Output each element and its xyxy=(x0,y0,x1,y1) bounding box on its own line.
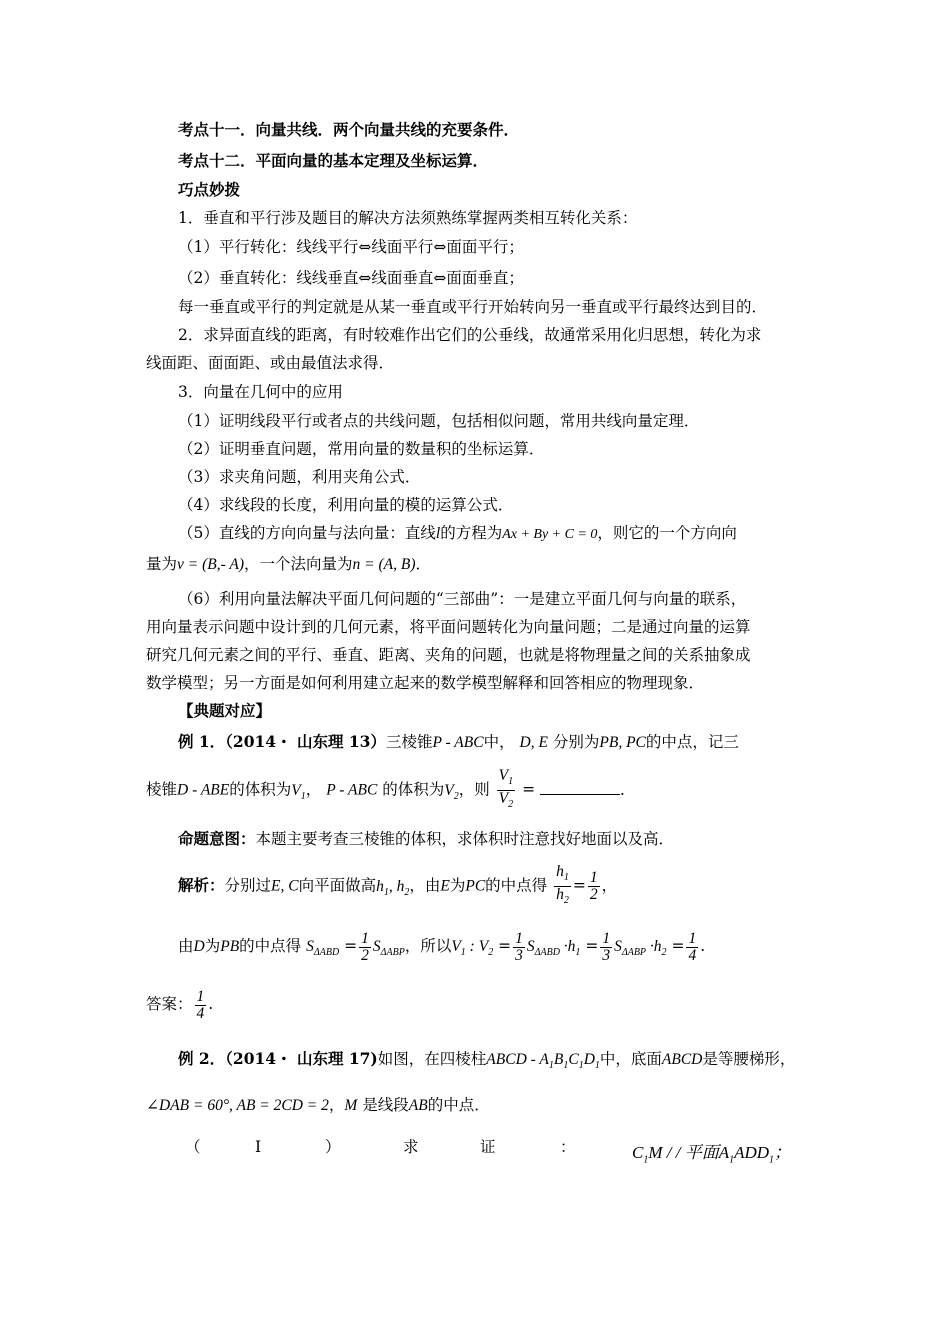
intent-text: 本题主要考查三棱锥的体积，求体积时注意找好地面以及高． xyxy=(255,830,675,848)
answer-fraction: $\frac{1}{4}$ xyxy=(196,987,205,1022)
text: 如图，在四棱柱 xyxy=(377,1050,487,1068)
q1-close: ） xyxy=(325,1138,341,1156)
text: 分别为 xyxy=(552,733,600,751)
text: 棱锥 xyxy=(146,780,178,799)
solution-label: 解析： xyxy=(178,875,225,895)
q1-numeral: Ⅰ xyxy=(255,1138,262,1156)
text: 的中点，记三 xyxy=(645,733,739,751)
heading-tips: 巧点妙拨 xyxy=(178,180,241,199)
math-conditions: ∠DAB = 60°, AB = 2CD = 2 xyxy=(146,1097,329,1114)
paragraph-3d: （4）求线段的长度，利用向量的模的运算公式． xyxy=(178,496,514,514)
solution-line-2: 由D为PB的中点得 $S_{\Delta ABD}$ = $\frac{1}{2}$ $S_{\Delta ABP}$，所以$V_1$ : $V_2$ = $\frac{1}{3}$ $S_{\Delta ABD} \cdot h_1$ = $\frac{1}{3}$ $S_{\Delta ABP} \cdot h_2$ = $\frac{1}{4}$ . xyxy=(178,929,706,964)
fraction-v1-v2: $\frac{V_1}{V_2}$ xyxy=(498,767,514,811)
text: 量为 xyxy=(146,555,178,573)
text: 的中点． xyxy=(427,1096,490,1114)
math-direction-vector: v = (B,- A) xyxy=(177,556,244,573)
fraction-h1-h2: $\frac{h_1}{h_2}$ xyxy=(556,863,569,907)
example-2-label: 例 2．（2014・ 山东理 17) xyxy=(178,1049,378,1068)
example-1-label: 例 1．（2014・ 山东理 13） xyxy=(178,732,386,751)
math: AB xyxy=(408,1097,428,1114)
text: ， xyxy=(601,876,618,895)
text: 三棱锥 xyxy=(385,733,433,751)
fraction-one-third: $\frac{1}{3}$ xyxy=(602,929,611,964)
example-1-line-1 xyxy=(178,731,739,754)
math-normal-vector: n = (A, B) xyxy=(352,556,416,573)
math: D, E xyxy=(519,734,548,751)
paragraph-3e xyxy=(178,522,737,546)
math: P - ABC xyxy=(326,781,378,799)
math-prism: ABCD - $A_1B_1C_1D_1$ xyxy=(486,1051,600,1072)
text: ，一个法向量为 xyxy=(244,555,353,573)
q1-qiu: 求 xyxy=(403,1138,419,1156)
text: 的中点得 xyxy=(239,937,302,955)
paragraph-4c: 研究几何元素之间的平行、垂直、距离、夹角的问题，也就是将物理量之间的关系抽象成 xyxy=(146,646,751,664)
text: 分别过 xyxy=(224,876,272,895)
math: E xyxy=(440,877,450,895)
equals: = xyxy=(522,780,536,799)
paragraph-2b: 线面距、面面距、或由最值法求得． xyxy=(146,354,395,372)
paragraph-2a: 2．求异面直线的距离，有时较难作出它们的公垂线，故通常采用化归思想，转化为求 xyxy=(178,326,762,344)
math: $V_1$ xyxy=(291,781,306,802)
text: 中，底面 xyxy=(599,1050,662,1068)
example-1-line-2 xyxy=(146,768,636,817)
solution-line-1: 解析：分别过E, C向平面做高$h_1$, $h_2$，由E为PC的中点得 $\frac{h_1}{h_2}$ = $\frac{1}{2}$ ， xyxy=(178,864,617,913)
q1-colon: ： xyxy=(560,1138,576,1156)
paragraph-4a: （6）利用向量法解决平面几何问题的“三部曲”：一是建立平面几何与向量的联系， xyxy=(178,590,747,608)
fraction-one-fourth: $\frac{1}{4}$ xyxy=(688,929,697,964)
paragraph-3: 3．向量在几何中的应用 xyxy=(178,383,343,401)
intent-label: 命题意图： xyxy=(178,829,256,848)
math-l: l xyxy=(435,525,441,542)
example-2-line-2 xyxy=(146,1094,490,1117)
answer-blank[interactable] xyxy=(540,780,620,795)
math-ratio: $V_1$ : $V_2$ xyxy=(451,938,494,959)
math: P - ABC xyxy=(432,734,484,751)
text: ， xyxy=(305,780,322,799)
fraction-one-half: $\frac{1}{2}$ xyxy=(361,929,369,964)
paragraph-1b: （2）垂直转化：线线垂直⇔线面垂直⇔面面垂直； xyxy=(178,269,524,287)
text: 的中点得 xyxy=(485,876,548,895)
math: PB xyxy=(220,938,240,955)
math: PC xyxy=(465,877,486,895)
text: ， xyxy=(328,1096,345,1114)
q1-open: （ xyxy=(185,1138,201,1156)
math: $S_{\Delta ABP} \cdot h_2$ xyxy=(614,938,667,959)
math-area-abp: $S_{\Delta ABP}$ xyxy=(372,938,405,959)
math: D - ABE xyxy=(177,781,230,799)
text: 是等腰梯形， xyxy=(702,1050,796,1068)
paragraph-3f xyxy=(146,553,431,576)
math: PB, PC xyxy=(599,734,646,751)
text: 向平面做高 xyxy=(298,876,377,895)
text: 为 xyxy=(449,876,466,895)
math-area-abd: $S_{\Delta ABD}$ xyxy=(306,938,340,959)
paragraph-3c: （3）求夹角问题，利用夹角公式． xyxy=(178,468,421,486)
text: 的体积为 xyxy=(382,780,445,799)
paragraph-3b: （2）证明垂直问题，常用向量的数量积的坐标运算． xyxy=(178,440,545,458)
paragraph-1c: 每一垂直或平行的判定就是从某一垂直或平行开始转向另一垂直或平行最终达到目的． xyxy=(178,298,768,316)
question-1-statement: $C_1M$ / / 平面$A_1ADD_1$； xyxy=(632,1143,792,1166)
answer-line: 答案： $\frac{1}{4}$ . xyxy=(146,987,214,1022)
math: D xyxy=(193,938,205,955)
fraction-one-third: $\frac{1}{3}$ xyxy=(515,929,523,964)
text: ，则它的一个方向向 xyxy=(597,524,737,542)
text: 由 xyxy=(178,937,194,955)
math-line-equation: Ax + By + C = 0 xyxy=(502,527,598,542)
text: ，所以 xyxy=(404,937,452,955)
math: $h_1$, $h_2$ xyxy=(376,877,410,898)
paragraph-1a: （1）平行转化：线线平行⇔线面平行⇔面面平行； xyxy=(178,238,524,256)
text: ． xyxy=(620,780,636,799)
heading-kaodian-12: 考点十二．平面向量的基本定理及坐标运算． xyxy=(178,151,489,170)
text: ，则 xyxy=(458,780,490,799)
intent-line xyxy=(178,828,674,850)
text: 是线段 xyxy=(362,1096,409,1114)
section-heading: 【典题对应】 xyxy=(178,701,272,720)
paragraph-3a: （1）证明线段平行或者点的共线问题，包括相似问题，常用共线向量定理． xyxy=(178,412,700,430)
math: ABCD xyxy=(661,1051,703,1068)
text: 的方程为 xyxy=(440,524,503,542)
math: M xyxy=(344,1097,358,1114)
paragraph-4d: 数学模型；另一方面是如何利用建立起来的数学模型解释和回答相应的物理现象． xyxy=(146,674,705,692)
heading-kaodian-11: 考点十一．向量共线．两个向量共线的充要条件． xyxy=(178,120,520,139)
text: 为 xyxy=(204,937,221,955)
text: ． xyxy=(415,555,431,573)
text: （5）直线的方向向量与法向量：直线 xyxy=(178,524,436,542)
paragraph-4b: 用向量表示问题中设计到的几何元素，将平面问题转化为向量问题；二是通过向量的运算 xyxy=(146,618,751,636)
math: $S_{\Delta ABD} \cdot h_1$ xyxy=(526,938,581,959)
math: E, C xyxy=(271,877,299,895)
q1-zheng: 证 xyxy=(480,1138,496,1156)
answer-label: 答案： xyxy=(146,995,193,1013)
text: 的体积为 xyxy=(229,780,292,799)
text: ，由 xyxy=(409,876,441,895)
fraction-one-half: $\frac{1}{2}$ xyxy=(589,869,598,904)
math: $V_2$ xyxy=(444,781,459,802)
paragraph-1: 1．垂直和平行涉及题目的解决方法须熟练掌握两类相互转化关系： xyxy=(178,209,638,227)
text: 中， xyxy=(483,733,515,751)
example-2-line-1 xyxy=(178,1048,795,1077)
